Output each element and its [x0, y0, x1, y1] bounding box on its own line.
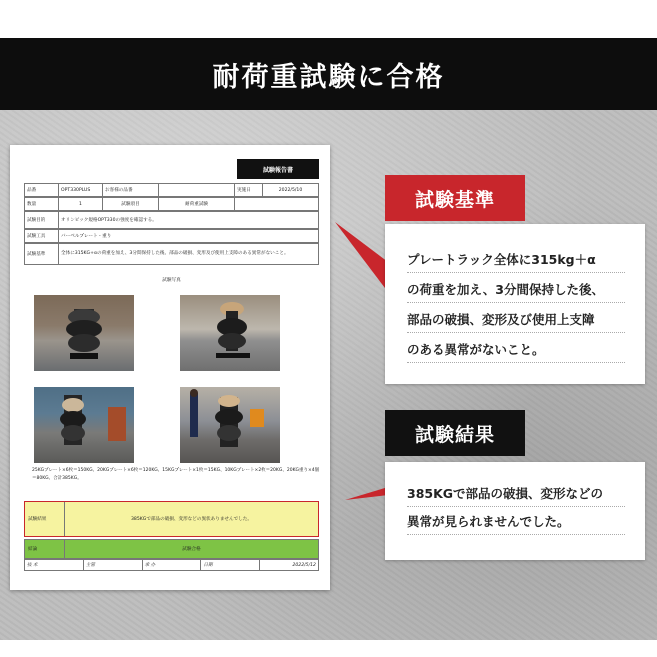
cell-value: 1 [59, 198, 103, 210]
pointer-triangle-results [345, 487, 388, 500]
weight-breakdown-note: 25KGプレート×6枚＝150KG、20KGプレート×6枚＝120KG、15KGプレート×1枚＝15KG、10KGプレート×2枚＝20KG、20KG重り×4個＝80KG、合計385KG。 [32, 468, 320, 481]
cell-value: オリンピック規格OPT330の強度を確認する。 [61, 218, 157, 223]
cell-label: 試験目的 [25, 212, 59, 228]
criteria-line: 部品の破損、変形及び使用上支障 [407, 310, 625, 333]
cell-value: 全体に315KG+αの荷重を加え、3分間保持した後、部品の破損、変形及び使用上支障のある異常がないこと。 [61, 251, 289, 256]
result-text: 385KGで部品の破損、変形などの異状ありませんでした。 [131, 517, 252, 522]
cell-label: お客様の品番 [103, 184, 159, 196]
criteria-line: のある異常がないこと。 [407, 340, 625, 363]
cell-label: 品番 [25, 184, 59, 196]
cell-label: 試験項目 [103, 198, 159, 210]
criteria-line: の荷重を加え、3分間保持した後、 [407, 280, 625, 303]
cell-value: 2022/5/10 [278, 187, 303, 193]
results-callout [385, 462, 645, 560]
conclusion-text: 試験合格 [182, 547, 201, 552]
cell-value: OPT330PLUS [59, 184, 103, 196]
pointer-triangle-criteria [335, 222, 388, 292]
criteria-callout [385, 224, 645, 384]
footer-band [0, 640, 657, 657]
cell-label: 試験工具 [25, 230, 59, 242]
cell-value: バーベルプレート・重り [61, 234, 112, 239]
cell-value: 耐荷重試験 [159, 198, 235, 210]
result-label: 試験結果 [25, 502, 65, 536]
sign-cell: 日期 [201, 560, 260, 570]
sign-date: 2022/5/12 [292, 562, 316, 568]
results-tag: 試験結果 [385, 410, 525, 456]
conclusion-label: 結論 [25, 540, 65, 558]
sign-cell: 技 术 [25, 560, 84, 570]
cell-label: 数量 [25, 198, 59, 210]
results-line: 385KGで部品の破損、変形などの [407, 484, 625, 507]
cell-label: 実施日 [235, 184, 263, 196]
sign-cell: 主管 [84, 560, 143, 570]
results-line: 異常が見られませんでした。 [407, 512, 625, 535]
cell-label: 試験基準 [25, 244, 59, 264]
report-title: 試験報告書 [237, 159, 319, 179]
photos-title: 試験写真 [162, 278, 181, 283]
criteria-line: プレートラック全体に315kg＋α [407, 250, 625, 273]
sign-cell: 承 办 [143, 560, 202, 570]
banner-title: 耐荷重試験に合格 [212, 61, 445, 93]
criteria-tag: 試験基準 [385, 175, 525, 221]
